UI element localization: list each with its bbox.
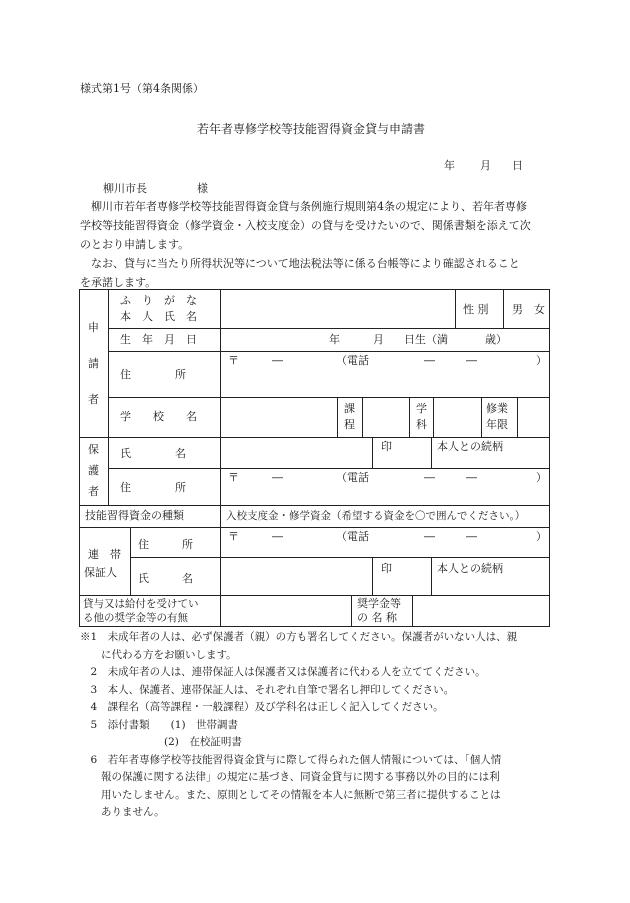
form-number: 様式第1号（第4条関係） [80,82,204,95]
date-month-label: 月 [480,159,491,172]
applicant-phone-close: ） [536,354,547,367]
guarantor-postal-mark: 〒 [228,530,239,543]
intro-line-3: のとおり申請します。 [80,238,190,251]
guarantor-relationship-label: 本人との続柄 [437,562,503,575]
applicant-phone-open: （電話 [336,354,369,367]
guardian-name-label: 氏 名 [120,447,186,460]
applicant-phone-dash-1: ― [424,354,435,367]
guardian-postal-mark: 〒 [228,471,239,484]
note-line: 5 添付書類 (1) 世帯調書 [80,718,239,731]
gender-label: 性 別 [463,303,489,316]
other-scholarship-label-1: 貸与又は給付を受けてい [83,598,199,610]
notes-section [80,629,550,822]
guardian-label-3: 者 [88,485,99,498]
birthdate-label: 生 年 月 日 [120,333,197,346]
note-line: 3 本人、保護者、連帯保証人は、それぞれ自筆で署名し押印してください。 [80,683,455,696]
gender-options[interactable]: 男 女 [512,303,545,316]
guardian-address-label: 住 所 [120,481,186,494]
course-label-2: 程 [344,418,355,431]
guarantor-phone-dash-1: ― [424,530,435,543]
date-year-label: 年 [444,159,455,172]
fund-type-value[interactable]: 入校支度金・修学資金（希望する資金を〇で囲んでください。） [226,510,526,522]
intro-line-2: 学校等技能習得資金（修学資金・入校支度金）の貸与を受けたいので、関係書類を添えて次 [80,219,531,232]
note-line: 用いたしません。また、原則としてその情報を本人に無断で第三者に提供することは [80,788,501,801]
consent-line-2: を承諾します。 [80,276,157,289]
guardian-phone-dash-1: ― [424,471,435,484]
other-scholarship-label-2: る他の奨学金等の有無 [83,612,188,624]
name-label: 本 人 氏 名 [120,310,197,323]
addressee: 柳川市長 [103,182,147,195]
note-line: 報の保護に関する法律」の規定に基づき、同資金貸与に関する事務以外の目的には利 [80,771,500,783]
applicant-postal-dash: ― [272,354,283,367]
intro-line-1: 柳川市若年者専修学校等技能習得資金貸与条例施行規則第4条の規定により、若年者専修 [91,200,527,213]
fund-type-label: 技能習得資金の種類 [85,509,184,522]
guardian-label-2: 護 [88,464,99,477]
birthdate-month: 月 [373,333,384,346]
guardian-phone-dash-2: ― [466,471,477,484]
guardian-phone-close: ） [536,471,547,484]
applicant-label-3: 者 [88,393,99,406]
note-line: (2) 在校証明書 [80,736,242,748]
guarantor-postal-dash: ― [272,530,283,543]
guardian-relationship-label: 本人との続柄 [437,440,503,453]
department-label-2: 科 [416,418,427,431]
applicant-postal-mark: 〒 [228,354,239,367]
study-years-label-2: 年限 [486,418,508,431]
addressee-suffix: 様 [197,182,208,195]
guarantor-label-2: 保証人 [84,566,117,579]
guardian-label-1: 保 [88,443,99,456]
note-line: に代わる方をお願いします。 [80,648,237,661]
guarantor-phone-close: ） [536,530,547,543]
guarantor-phone-dash-2: ― [466,530,477,543]
birthdate-day-age: 日生（満 [404,333,448,346]
department-label-1: 学 [416,402,427,415]
guarantor-label-1: 連 帯 [88,548,121,561]
guarantor-name-label: 氏 名 [138,572,193,585]
consent-line-1: なお、貸与に当たり所得状況等について地法税法等に係る台帳等により確認されること [91,257,520,270]
scholarship-name-label-1: 奨学金等 [357,597,401,610]
note-line: ありません。 [80,806,165,818]
guarantor-seal: 印 [381,562,392,575]
note-line: 2 未成年者の人は、連帯保証人は保護者又は保護者に代わる人を立ててください。 [80,666,486,678]
course-label-1: 課 [344,402,355,415]
applicant-phone-dash-2: ― [466,354,477,367]
document-title: 若年者専修学校等技能習得資金貸与申請書 [197,122,426,136]
scholarship-name-label-2: の 名 称 [357,611,397,624]
applicant-label-1: 申 [88,321,99,334]
guardian-seal: 印 [381,440,392,453]
note-line: 6 若年者専修学校等技能習得資金貸与に際して得られた個人情報については、「個人情 [80,753,502,766]
date-day-label: 日 [512,159,523,172]
school-label: 学 校 名 [120,410,197,423]
study-years-label-1: 修業 [486,402,508,415]
applicant-address-label: 住 所 [120,368,186,381]
furigana-label: ふ り が な [120,294,197,307]
guardian-phone-open: （電話 [336,471,369,484]
note-line: ※1 未成年者の人は、必ず保護者（親）の方も署名してください。保護者がいない人は、親 [80,631,518,643]
guarantor-address-label: 住 所 [138,538,193,551]
birthdate-age-suffix: 歳） [485,333,507,346]
guarantor-phone-open: （電話 [336,530,369,543]
note-line: 4 課程名（高等課程・一般課程）及び学科名は正しく記入してください。 [80,701,444,713]
guardian-postal-dash: ― [272,471,283,484]
birthdate-year: 年 [329,333,340,346]
applicant-label-2: 請 [88,357,99,370]
intro-paragraph [80,197,550,292]
